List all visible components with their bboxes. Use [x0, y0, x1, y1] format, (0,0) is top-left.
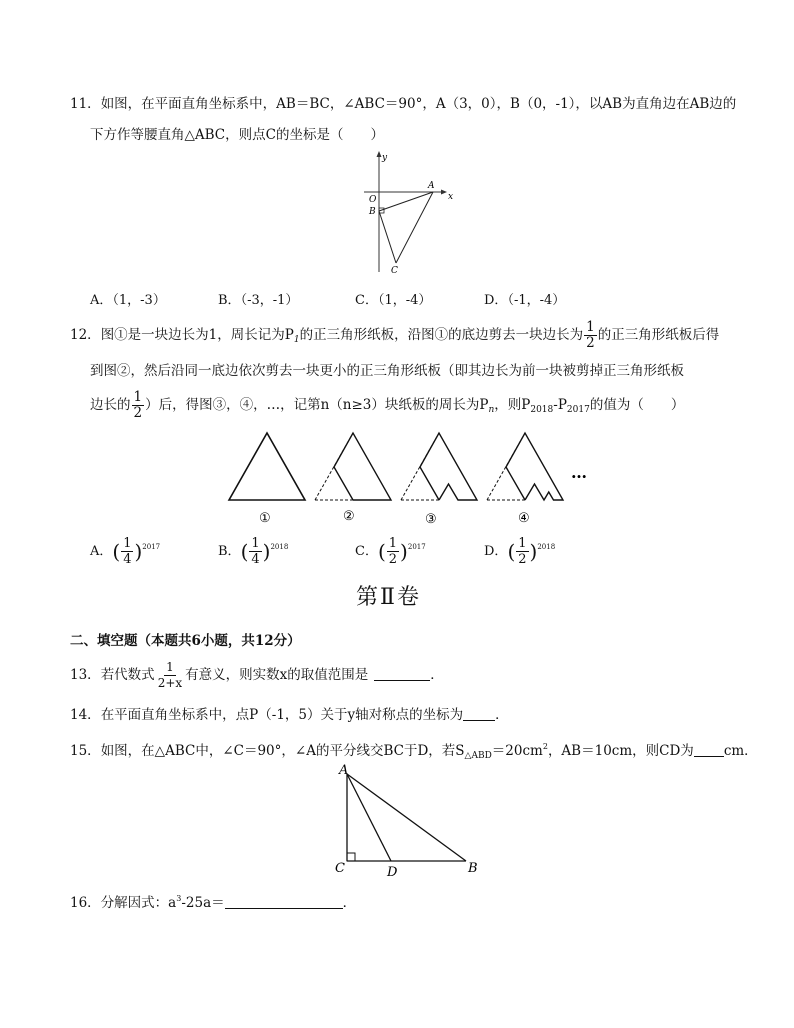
paren: ( [507, 539, 516, 564]
q12-text: 的正三角形纸板后得 [597, 327, 720, 343]
option-fraction [121, 536, 133, 567]
fig2-shape [334, 433, 391, 500]
q12-subscript: 1 [293, 335, 300, 345]
option-fraction [516, 536, 528, 567]
q12-option-b[interactable] [218, 536, 288, 567]
q16-text: -25a＝ [181, 895, 225, 911]
label-c: C [335, 861, 345, 876]
label-o: O [369, 195, 377, 205]
q15-text: 如图，在△ABC中，∠C＝90°，∠A的平分线交BC于D，若S [100, 743, 465, 759]
q13-text: 若代数式 [100, 667, 155, 683]
option-label: B． [218, 293, 241, 308]
option-label: C． [355, 544, 378, 559]
label-d: D [387, 865, 398, 880]
denominator: 2 [388, 552, 398, 567]
option-value: （-1，-4） [507, 293, 566, 308]
exponent: 2018 [537, 543, 556, 551]
label-a: A [339, 763, 349, 778]
q15-text: ，AB＝10cm，则CD为 [547, 743, 694, 759]
q12-line3 [90, 390, 684, 421]
option-label: C． [355, 293, 378, 308]
q11-line2: 下方作等腰直角△ABC，则点C的坐标是（ ） [90, 127, 384, 143]
denominator: 2 [133, 405, 143, 421]
fraction-half [584, 320, 597, 351]
q11-option-c[interactable] [355, 289, 431, 308]
q12-text: ，则P [494, 397, 531, 413]
q11-option-a[interactable] [90, 289, 166, 308]
q13-end: ． [430, 667, 444, 683]
ellipsis: … [571, 463, 587, 482]
q16-answer-blank[interactable] [225, 894, 343, 909]
q12-option-c[interactable] [355, 536, 426, 567]
fig4-shape [506, 433, 563, 500]
y-axis-arrow [377, 151, 382, 157]
label-b: B [369, 207, 376, 217]
numerator: 1 [251, 536, 260, 551]
side-ab [347, 774, 466, 861]
denominator: 4 [123, 552, 132, 567]
option-value: （-3，-1） [240, 293, 299, 308]
q12-subscript: 2017 [566, 405, 590, 415]
paren: ) [262, 539, 271, 564]
q12-text: -P [553, 397, 567, 413]
q13-text: 有意义，则实数x的取值范围是 [185, 667, 369, 683]
q15-number: 15． [70, 743, 101, 759]
q12-line1 [70, 320, 719, 351]
q12-option-a[interactable] [90, 536, 160, 567]
q11-figure [360, 148, 460, 278]
q11-option-d[interactable] [484, 289, 565, 308]
option-fraction [387, 536, 399, 567]
q14-answer-blank[interactable] [463, 706, 495, 721]
q12-text: ）后，得图③，④，…，记第n（n≥3）块纸板的周长为P [145, 397, 489, 413]
q15-superscript: 2 [542, 742, 548, 751]
q14-text: 在平面直角坐标系中，点P（-1，5）关于y轴对称点的坐标为 [100, 707, 464, 723]
q13-number: 13． [70, 667, 101, 683]
q11-option-b[interactable] [218, 289, 298, 308]
exponent: 2018 [270, 543, 289, 551]
numerator: 1 [586, 319, 595, 335]
numerator: 1 [133, 389, 143, 405]
label-a: A [428, 181, 435, 191]
fraction-half [132, 390, 145, 421]
right-angle-mark [347, 853, 355, 861]
paren: ( [240, 539, 249, 564]
denominator: 2 [586, 335, 595, 351]
numerator: 1 [166, 660, 174, 674]
option-label: D． [484, 293, 508, 308]
section-heading: 二、填空题（本题共6小题，共12分） [70, 633, 301, 649]
q12-subscript: n [488, 405, 495, 415]
q13-fraction [156, 660, 184, 691]
denominator: 4 [251, 552, 260, 567]
label-fig2: ② [343, 509, 355, 524]
segment-bc [379, 211, 396, 263]
option-fraction [249, 536, 261, 567]
option-label: B． [218, 544, 241, 559]
q16-number: 16． [70, 895, 101, 911]
q12-text: 图①是一块边长为1，周长记为P [100, 327, 294, 343]
q15-figure [330, 760, 490, 880]
option-value: （1，-4） [377, 293, 432, 308]
paren: ( [112, 539, 121, 564]
paren: ) [529, 539, 538, 564]
label-fig3: ③ [425, 512, 437, 527]
numerator: 1 [388, 536, 398, 551]
option-label: A． [90, 293, 113, 308]
paren: ) [134, 539, 143, 564]
fig3-shape [420, 433, 477, 500]
q16-end: ． [342, 895, 357, 911]
q15-text: ＝20cm [491, 743, 543, 759]
option-value: （1，-3） [112, 293, 166, 308]
option-label: A． [90, 544, 113, 559]
label-y: y [382, 153, 388, 163]
paren: ( [377, 539, 386, 564]
q11-number: 11． [70, 96, 101, 112]
label-x: x [448, 192, 454, 202]
triangle-fig1 [229, 433, 305, 500]
bisector-ad [347, 774, 391, 861]
q12-figure [225, 428, 590, 528]
label-fig1: ① [259, 511, 271, 526]
numerator: 1 [518, 536, 527, 551]
q13 [70, 660, 444, 691]
x-axis-arrow [441, 190, 447, 195]
denominator: 2 [518, 552, 527, 567]
q12-subscript: 2018 [530, 405, 554, 415]
q15-text: cm． [723, 743, 758, 759]
denominator: 2+x [157, 676, 183, 690]
q12-number: 12． [70, 327, 101, 343]
paren: ) [400, 539, 408, 564]
q11-line1 [70, 94, 736, 114]
q12-text: 边长的 [90, 397, 131, 413]
label-fig4: ④ [518, 511, 530, 526]
option-label: D． [484, 544, 508, 559]
q13-answer-blank[interactable] [374, 666, 430, 681]
q12-option-d[interactable] [484, 536, 555, 567]
label-c: C [391, 266, 398, 276]
q14-number: 14． [70, 707, 101, 723]
section-title: 第Ⅱ卷 [356, 585, 421, 610]
q15-subscript: △ABD [464, 751, 492, 761]
q16-text: 分解因式：a [100, 895, 177, 911]
q14-end: ． [495, 707, 509, 723]
q12-text: 的正三角形纸板，沿图①的底边剪去一块边长为 [299, 327, 584, 343]
q14 [70, 705, 509, 725]
exponent: 2017 [142, 543, 161, 551]
q12-line2: 到图②，然后沿同一底边依次剪去一块更小的正三角形纸板（即其边长为前一块被剪掉正三角形纸板 [90, 363, 684, 379]
label-b: B [468, 861, 478, 876]
q16 [70, 889, 356, 913]
q12-text: 的值为（ ） [589, 397, 685, 413]
numerator: 1 [123, 536, 132, 551]
exponent: 2017 [407, 543, 426, 551]
q16-superscript: 3 [176, 894, 182, 903]
q11-stem-line1: 如图，在平面直角坐标系中，AB＝BC，∠ABC＝90°，A（3，0），B（0，-1），以AB为直角边在AB边的 [100, 96, 737, 112]
q15-answer-blank[interactable] [694, 742, 724, 757]
